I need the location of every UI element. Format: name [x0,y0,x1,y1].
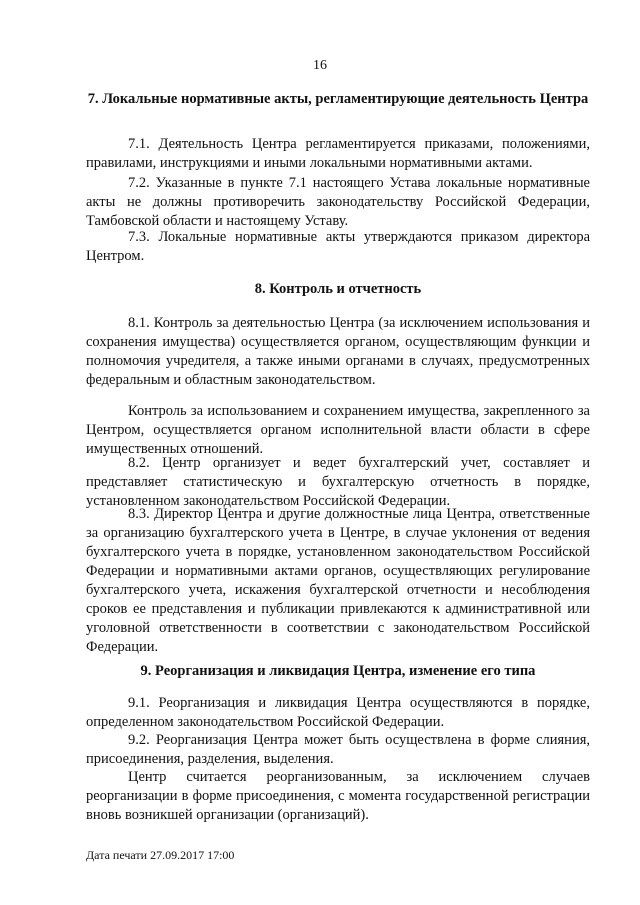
paragraph-8-3: 8.3. Директор Центра и другие должностные лица Центра, ответственные за организацию бухгалтерского учета в Центре, в случае уклонения от ведения бухгалтерского учета в порядке, установленном законодательством Российской Федерации и нормативными актами органов, осуществляющих регулирование бухгалтерского учета, искажения бухгалтерской отчетности и несоблюдения сроков ее представления и публикации привлекаются к административной или уголовной ответственности в соответствии с законодательством Российской Федерации. [86,506,590,655]
paragraph-7-2: 7.2. Указанные в пункте 7.1 настоящего Устава локальные нормативные акты не должны противоречить законодательству Российской Федерации, Тамбовской области и настоящему Уставу. [86,175,590,229]
paragraph-8-1-property: Контроль за использованием и сохранением имущества, закрепленного за Центром, осуществляется органом исполнительной власти области в сфере имущественных отношений. [86,403,590,457]
paragraph-9-2: 9.2. Реорганизация Центра может быть осуществлена в форме слияния, присоединения, разделения, выделения. [86,732,590,767]
paragraph-7-1: 7.1. Деятельность Центра регламентируется приказами, положениями, правилами, инструкциями и иными локальными нормативными актами. [86,136,590,171]
paragraph-8-1: 8.1. Контроль за деятельностью Центра (за исключением использования и сохранения имущества) осуществляется органом, осуществляющим функции и полномочия учредителя, а также иными органами в случаях, предусмотренных федеральным и областным законодательством. [86,315,590,388]
paragraph-9-2-center: Центр считается реорганизованным, за исключением случаев реорганизации в форме присоединения, с момента государственной регистрации вновь возникшей организации (организаций). [86,769,590,823]
section-7-heading: 7. Локальные нормативные акты, регламентирующие деятельность Центра [87,91,589,107]
section-9-heading: 9. Реорганизация и ликвидация Центра, изменение его типа [140,663,536,679]
page-number: 16 [313,58,327,73]
paragraph-9-1: 9.1. Реорганизация и ликвидация Центра осуществляются в порядке, определенном законодательством Российской Федерации. [86,695,590,730]
print-date-footer: Дата печати 27.09.2017 17:00 [86,848,235,862]
section-8-heading: 8. Контроль и отчетность [254,281,422,297]
paragraph-8-2: 8.2. Центр организует и ведет бухгалтерский учет, составляет и представляет статистическую и бухгалтерскую отчетность в порядке, установленном законодательством Российской Федерации. [86,455,590,509]
paragraph-7-3: 7.3. Локальные нормативные акты утверждаются приказом директора Центром. [86,229,590,264]
